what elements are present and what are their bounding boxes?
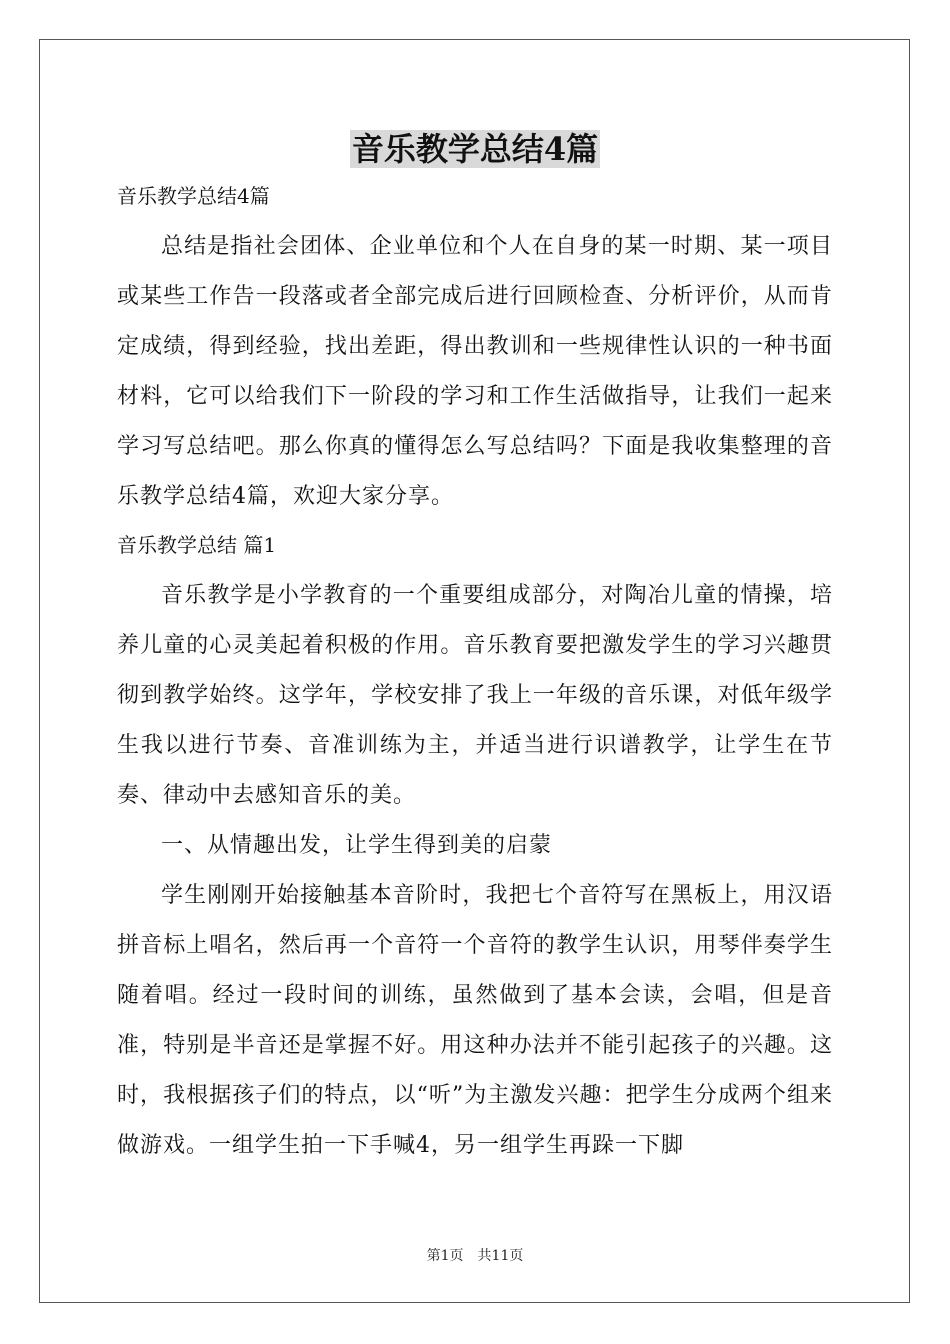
section-heading: 音乐教学总结 篇1	[117, 533, 277, 557]
point-paragraph: 学生刚刚开始接触基本音阶时，我把七个音符写在黑板上，用汉语拼音标上唱名，然后再一个音符一个音符的教学生认识，用琴伴奏学生随着唱。经过一段时间的训练，虽然做到了基本会读，会唱，但是音准，特别是半音还是掌握不好。用这种办法并不能引起孩子的兴趣。这时，我根据孩子们的特点，以“听”为主激发兴趣：把学生分成两个组来做游戏。一组学生拍一下手喊4，另一组学生再跺一下脚	[117, 883, 833, 1158]
intro-paragraph: 总结是指社会团体、企业单位和个人在自身的某一时期、某一项目或某些工作告一段落或者全部完成后进行回顾检查、分析评价，从而肯定成绩，得到经验，找出差距，得出教训和一些规律性认识的一种书面材料，它可以给我们下一阶段的学习和工作生活做指导，让我们一起来学习写总结吧。那么你真的懂得怎么写总结吗？下面是我收集整理的音乐教学总结4篇，欢迎大家分享。	[117, 234, 833, 509]
point-heading: 一、从情趣出发，让学生得到美的启蒙	[161, 833, 553, 858]
page-footer	[0, 1246, 950, 1266]
document-title-text: 音乐教学总结4篇	[351, 130, 599, 168]
section-paragraph: 音乐教学是小学教育的一个重要组成部分，对陶冶儿童的情操，培养儿童的心灵美起着积极的作用。音乐教育要把激发学生的学习兴趣贯彻到教学始终。这学年，学校安排了我上一年级的音乐课，对低年级学生我以进行节奏、音准训练为主，并适当进行识谱教学，让学生在节奏、律动中去感知音乐的美。	[117, 583, 833, 808]
page-total: 共11页	[477, 1248, 524, 1264]
document-subtitle: 音乐教学总结4篇	[117, 184, 270, 208]
document-body	[117, 182, 833, 1171]
page-number: 第1页	[426, 1248, 464, 1264]
document-title	[0, 127, 950, 171]
